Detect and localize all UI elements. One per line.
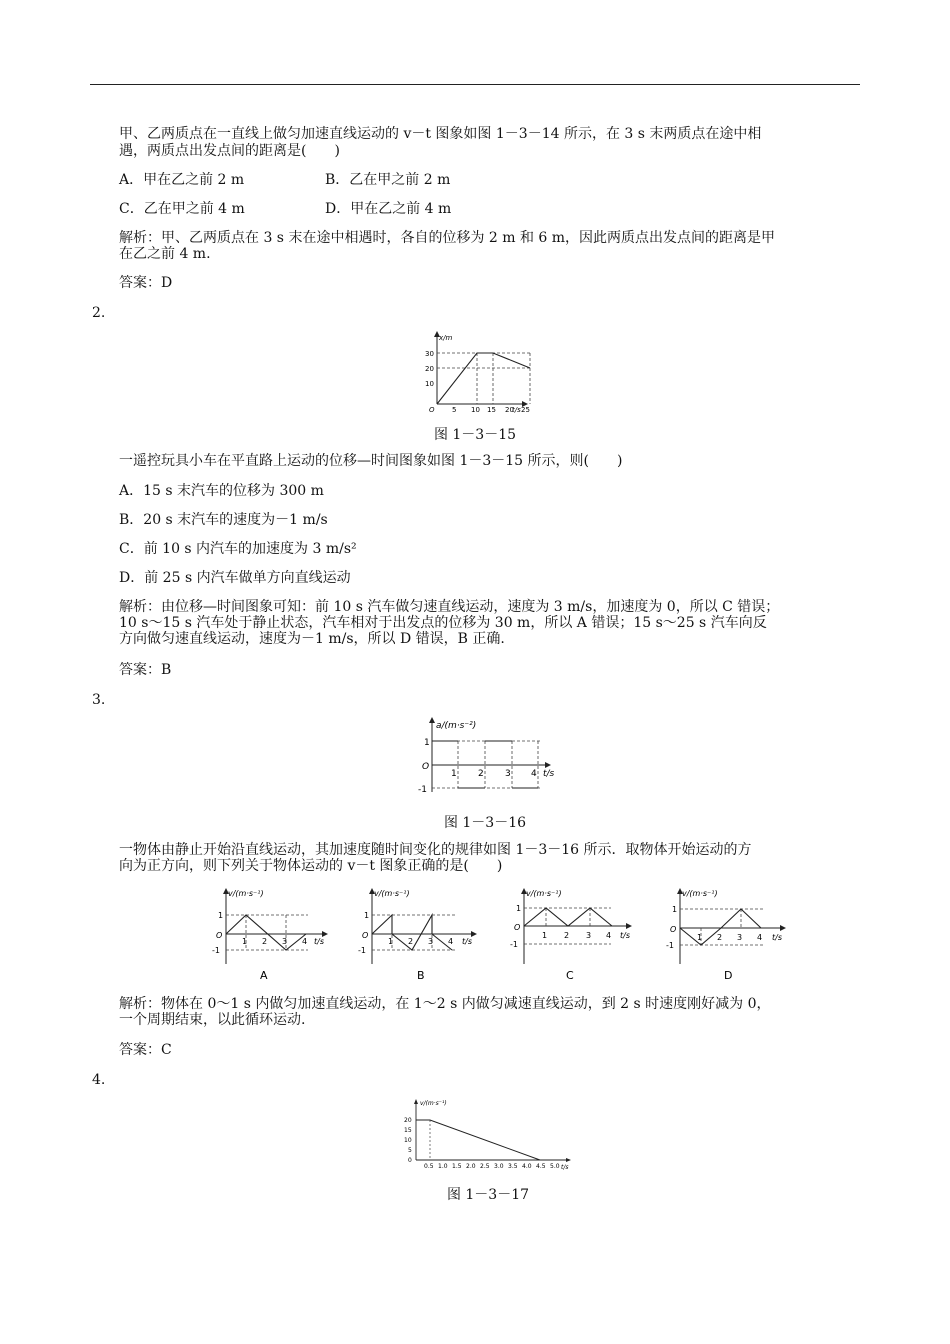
q3-number: 3. bbox=[92, 692, 106, 708]
q3-y-axis-label: a/(m·s⁻²) bbox=[436, 721, 477, 731]
q1-stem-line2: 遇，两质点出发点间的距离是( ) bbox=[119, 143, 340, 159]
q2-y-tick: 20 bbox=[425, 365, 434, 373]
choice-c-x-label: t/s bbox=[620, 931, 630, 940]
q4-y-axis-label: v/(m·s⁻¹) bbox=[420, 1100, 447, 1107]
header-rule bbox=[90, 84, 860, 85]
q1-answer: 答案：D bbox=[119, 275, 173, 291]
q1-analysis-line1: 解析：甲、乙两质点在 3 s 末在途中相遇时，各自的位移为 2 m 和 6 m，因此两质点出发点间的距离是甲 bbox=[119, 230, 776, 246]
q3-x-tick: 3 bbox=[505, 769, 511, 779]
choice-d-x-label: t/s bbox=[772, 933, 782, 942]
q2-x-tick: 15 bbox=[487, 406, 496, 414]
q1-analysis-line2: 在乙之前 4 m. bbox=[119, 246, 211, 262]
choice-a-x-tick: 2 bbox=[262, 937, 268, 946]
choice-c-origin: O bbox=[514, 923, 521, 932]
choice-a-origin: O bbox=[216, 931, 223, 940]
choice-a-x-tick: 1 bbox=[242, 937, 248, 946]
q2-y-tick: 10 bbox=[425, 380, 434, 388]
choice-a-x-tick: 4 bbox=[302, 937, 308, 946]
choice-d-y-tick: -1 bbox=[666, 941, 674, 950]
q2-figure bbox=[415, 328, 535, 416]
q2-option-d: D．前 25 s 内汽车做单方向直线运动 bbox=[119, 570, 351, 586]
choice-a-y-tick: -1 bbox=[212, 946, 220, 955]
q2-option-a: A．15 s 末汽车的位移为 300 m bbox=[119, 483, 324, 499]
choice-a-label: A bbox=[260, 969, 268, 982]
choice-b-x-tick: 4 bbox=[448, 937, 454, 946]
q2-option-b: B．20 s 末汽车的速度为－1 m/s bbox=[119, 512, 328, 528]
choice-c-label: C bbox=[566, 969, 574, 982]
choice-a-x-label: t/s bbox=[314, 937, 324, 946]
choice-d-x-tick: 1 bbox=[697, 933, 703, 942]
q4-x-tick: 1.5 bbox=[452, 1163, 462, 1170]
q3-answer: 答案：C bbox=[119, 1042, 172, 1058]
choice-d-x-tick: 4 bbox=[757, 933, 763, 942]
choice-c-x-tick: 4 bbox=[606, 931, 612, 940]
q3-x-tick: 1 bbox=[451, 769, 457, 779]
q4-caption: 图 1－3－17 bbox=[446, 1187, 530, 1203]
q3-x-tick: 4 bbox=[531, 769, 537, 779]
q4-x-tick: 0.5 bbox=[424, 1163, 434, 1170]
choice-b-label: B bbox=[417, 969, 425, 982]
choice-a-y-tick: 1 bbox=[218, 911, 224, 920]
q4-x-tick: 3.5 bbox=[508, 1163, 518, 1170]
q4-x-axis-label: t/s bbox=[561, 1164, 569, 1171]
q2-analysis-line1: 解析：由位移—时间图象可知：前 10 s 汽车做匀速直线运动，速度为 3 m/s，加速度为 0，所以 C 错误； bbox=[119, 599, 780, 615]
q1-option-b: B．乙在甲之前 2 m bbox=[325, 172, 451, 188]
q2-x-axis-label: t/s bbox=[512, 406, 521, 414]
q2-stem: 一遥控玩具小车在平直路上运动的位移—时间图象如图 1－3－15 所示，则( ) bbox=[119, 453, 623, 469]
q1-stem-line1: 甲、乙两质点在一直线上做匀加速直线运动的 v－t 图象如图 1－3－14 所示，在 3 s 末两质点在途中相 bbox=[119, 126, 762, 142]
q3-figure bbox=[410, 714, 560, 796]
q4-x-tick: 1.0 bbox=[438, 1163, 448, 1170]
q4-figure bbox=[398, 1096, 578, 1172]
q4-number: 4. bbox=[92, 1072, 106, 1088]
choice-c-x-tick: 1 bbox=[542, 931, 548, 940]
q3-x-tick: 2 bbox=[478, 769, 484, 779]
q4-origin-label: 0 bbox=[408, 1157, 412, 1164]
choice-c-x-tick: 3 bbox=[586, 931, 592, 940]
q2-y-tick: 30 bbox=[425, 350, 434, 358]
q3-analysis-line1: 解析：物体在 0～1 s 内做匀加速直线运动，在 1～2 s 内做匀减速直线运动，到 2 s 时速度刚好减为 0， bbox=[119, 996, 771, 1012]
q2-option-c: C．前 10 s 内汽车的加速度为 3 m/s² bbox=[119, 541, 357, 557]
q1-option-c: C．乙在甲之前 4 m bbox=[119, 201, 245, 217]
choice-d-x-tick: 3 bbox=[737, 933, 743, 942]
q3-choice-figure-d[interactable] bbox=[660, 882, 800, 982]
choice-b-x-label: t/s bbox=[462, 937, 472, 946]
choice-a-y-label: v/(m·s⁻¹) bbox=[228, 889, 264, 898]
q2-answer: 答案：B bbox=[119, 662, 172, 678]
choice-b-x-tick: 2 bbox=[408, 937, 414, 946]
choice-b-x-tick: 1 bbox=[388, 937, 394, 946]
choice-d-origin: O bbox=[670, 925, 677, 934]
choice-b-y-label: v/(m·s⁻¹) bbox=[374, 889, 410, 898]
q2-x-tick: 25 bbox=[521, 406, 530, 414]
choice-d-label: D bbox=[724, 969, 733, 982]
q4-x-tick: 4.5 bbox=[536, 1163, 546, 1170]
choice-b-x-tick: 3 bbox=[428, 937, 434, 946]
q4-x-tick: 2.5 bbox=[480, 1163, 490, 1170]
q3-caption: 图 1－3－16 bbox=[443, 815, 527, 831]
choice-c-x-tick: 2 bbox=[564, 931, 570, 940]
choice-d-x-tick: 2 bbox=[717, 933, 723, 942]
choice-c-y-tick: -1 bbox=[510, 940, 518, 949]
q2-x-tick: 20 bbox=[505, 406, 514, 414]
q4-x-tick: 3.0 bbox=[494, 1163, 504, 1170]
q3-choice-figure-a[interactable] bbox=[198, 882, 338, 982]
choice-b-y-tick: 1 bbox=[364, 911, 370, 920]
q3-analysis-line2: 一个周期结束，以此循环运动. bbox=[119, 1012, 306, 1028]
q3-stem-line1: 一物体由静止开始沿直线运动，其加速度随时间变化的规律如图 1－3－16 所示．取物体开始运动的方 bbox=[119, 842, 752, 858]
q4-y-tick: 10 bbox=[404, 1137, 412, 1144]
q3-y-tick: -1 bbox=[418, 785, 427, 795]
q2-analysis-line3: 方向做匀速直线运动，速度为－1 m/s，所以 D 错误，B 正确. bbox=[119, 631, 505, 647]
q2-origin-label: O bbox=[429, 406, 435, 414]
q1-option-a: A．甲在乙之前 2 m bbox=[119, 172, 245, 188]
q2-number: 2. bbox=[92, 305, 106, 321]
q4-y-tick: 20 bbox=[404, 1117, 412, 1124]
choice-d-y-label: v/(m·s⁻¹) bbox=[682, 889, 718, 898]
q3-choice-figure-c[interactable] bbox=[506, 882, 646, 982]
q2-x-tick: 10 bbox=[471, 406, 480, 414]
q4-x-tick: 4.0 bbox=[522, 1163, 532, 1170]
q1-option-d: D．甲在乙之前 4 m bbox=[325, 201, 452, 217]
q3-origin-label: O bbox=[422, 762, 430, 772]
q3-x-axis-label: t/s bbox=[543, 769, 555, 779]
q4-y-tick: 5 bbox=[408, 1147, 412, 1154]
q2-caption: 图 1－3－15 bbox=[433, 427, 517, 443]
q2-analysis-line2: 10 s～15 s 汽车处于静止状态，汽车相对于出发点的位移为 30 m，所以 A 错误；15 s～25 s 汽车向反 bbox=[119, 615, 767, 631]
q4-x-tick: 5.0 bbox=[550, 1163, 560, 1170]
choice-b-y-tick: -1 bbox=[358, 946, 366, 955]
q3-y-tick: 1 bbox=[424, 738, 430, 748]
choice-c-y-label: v/(m·s⁻¹) bbox=[526, 889, 562, 898]
choice-d-y-tick: 1 bbox=[672, 905, 678, 914]
choice-c-y-tick: 1 bbox=[516, 904, 522, 913]
q2-y-axis-label: x/m bbox=[439, 334, 453, 342]
q4-y-tick: 15 bbox=[404, 1127, 412, 1134]
q3-choice-figure-b[interactable] bbox=[350, 882, 490, 982]
q2-x-tick: 5 bbox=[452, 406, 457, 414]
choice-a-x-tick: 3 bbox=[282, 937, 288, 946]
choice-b-origin: O bbox=[362, 931, 369, 940]
q4-x-tick: 2.0 bbox=[466, 1163, 476, 1170]
q3-stem-line2: 向为正方向，则下列关于物体运动的 v－t 图象正确的是( ) bbox=[119, 858, 503, 874]
